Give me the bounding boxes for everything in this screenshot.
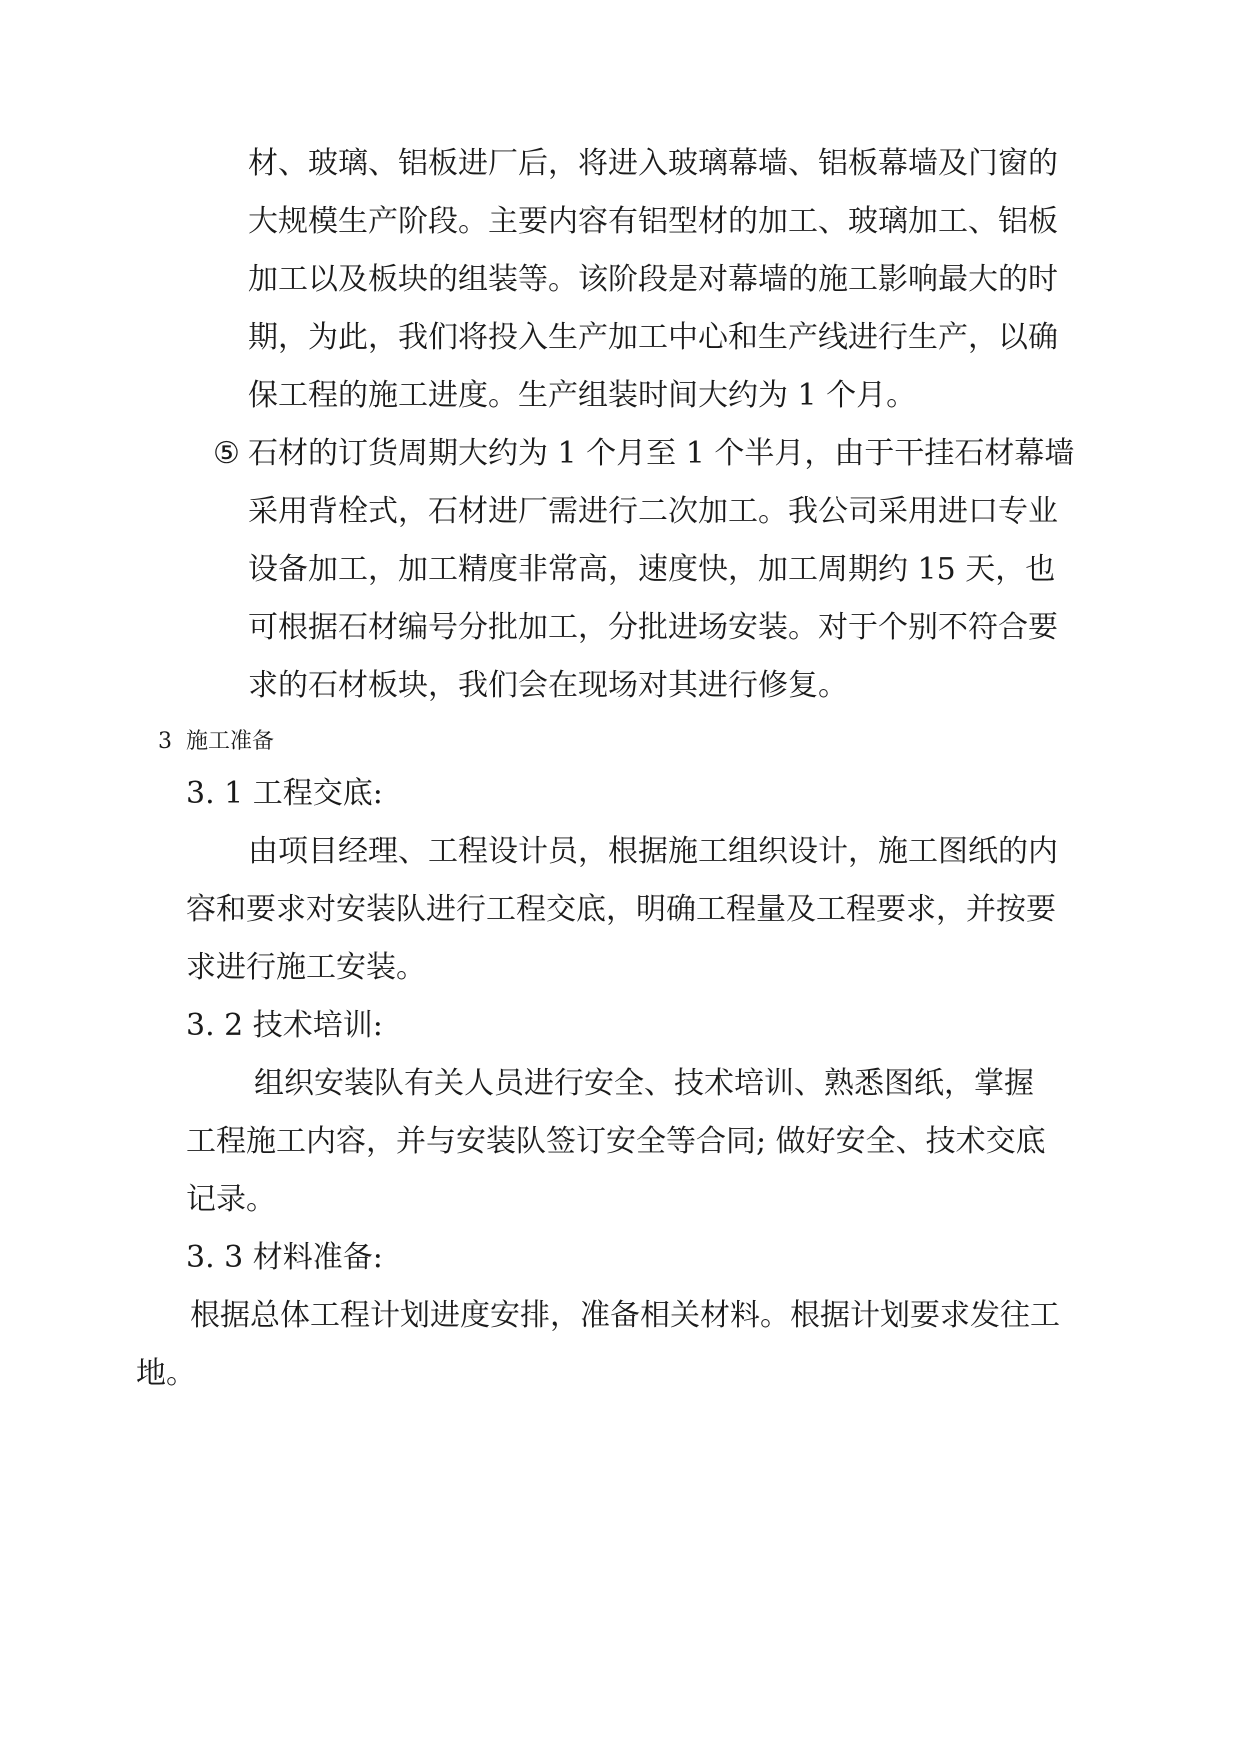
- paragraph-line: 根据总体工程计划进度安排，准备相关材料。根据计划要求发往工: [190, 1298, 1060, 1333]
- paragraph-line: 组织安装队有关人员进行安全、技术培训、熟悉图纸，掌握: [254, 1066, 1034, 1101]
- paragraph-line: 地。: [136, 1356, 196, 1391]
- paragraph-line: 期，为此，我们将投入生产加工中心和生产线进行生产，以确: [248, 320, 1058, 355]
- paragraph-line: 记录。: [186, 1182, 276, 1217]
- section-heading: 3 施工准备: [158, 729, 274, 754]
- paragraph-line: 由项目经理、工程设计员，根据施工组织设计，施工图纸的内: [248, 834, 1058, 869]
- paragraph-line: 容和要求对安装队进行工程交底，明确工程量及工程要求，并按要: [186, 892, 1056, 927]
- paragraph-line: 大规模生产阶段。主要内容有铝型材的加工、玻璃加工、铝板: [248, 204, 1058, 239]
- paragraph-line: 保工程的施工进度。生产组装时间大约为 1 个月。: [248, 378, 917, 413]
- paragraph-line: 采用背栓式，石材进厂需进行二次加工。我公司采用进口专业: [248, 494, 1058, 529]
- paragraph-line: 求的石材板块，我们会在现场对其进行修复。: [248, 668, 848, 703]
- paragraph-line: 可根据石材编号分批加工，分批进场安装。对于个别不符合要: [248, 610, 1058, 645]
- paragraph-line: 设备加工，加工精度非常高，速度快，加工周期约 15 天，也: [248, 552, 1056, 587]
- paragraph-line: 工程施工内容，并与安装队签订安全等合同; 做好安全、技术交底: [186, 1124, 1046, 1159]
- subsection-heading: 3. 1 工程交底:: [186, 776, 383, 811]
- subsection-heading: 3. 3 材料准备:: [186, 1240, 383, 1275]
- subsection-heading: 3. 2 技术培训:: [186, 1008, 383, 1043]
- list-marker-5: ⑤: [213, 436, 240, 471]
- paragraph-line: 求进行施工安装。: [186, 950, 426, 985]
- paragraph-line: 加工以及板块的组装等。该阶段是对幕墙的施工影响最大的时: [248, 262, 1058, 297]
- paragraph-line: 材、玻璃、铝板进厂后，将进入玻璃幕墙、铝板幕墙及门窗的: [248, 146, 1058, 181]
- paragraph-line: 石材的订货周期大约为 1 个月至 1 个半月，由于干挂石材幕墙: [248, 436, 1075, 471]
